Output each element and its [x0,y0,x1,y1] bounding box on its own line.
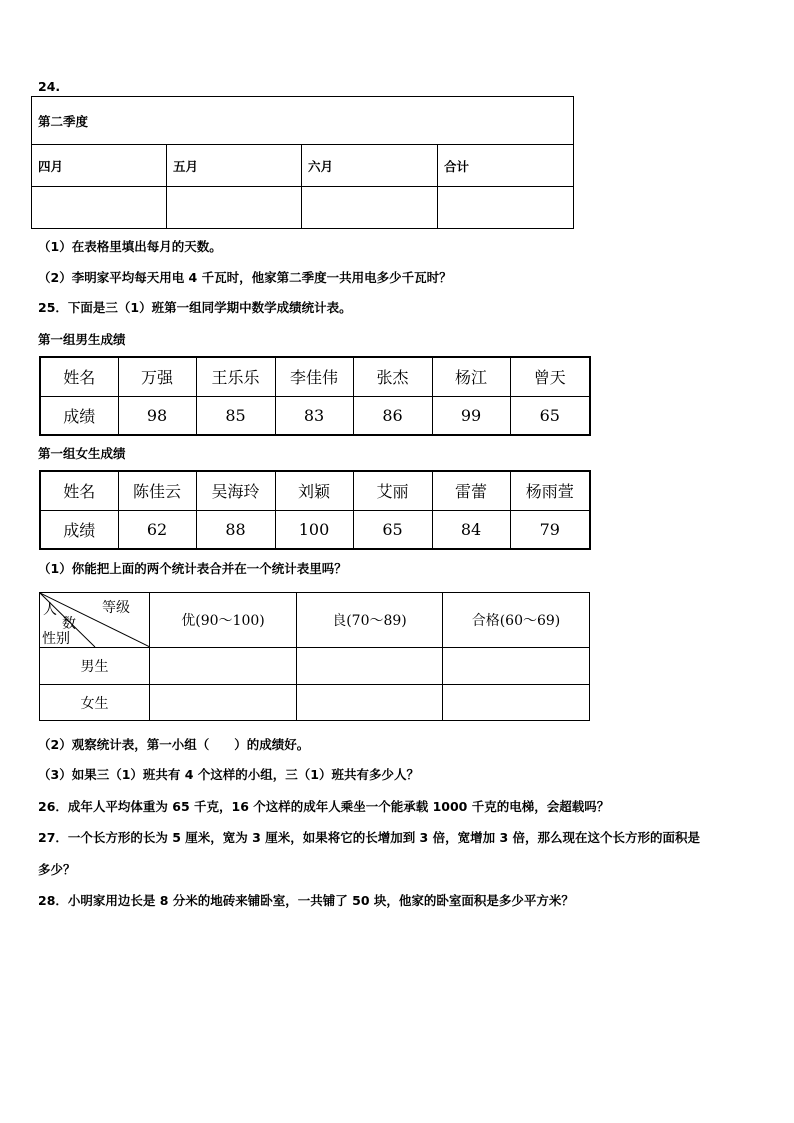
merge-table [39,592,590,721]
boys-name: 杨江 [432,357,510,396]
corner-count-label: 数 [62,616,76,632]
q24-sub2: （2）李明家平均每天用电 4 千瓦时，他家第二季度一共用电多少千瓦时？ [38,270,452,285]
q24-answer-total[interactable] [438,187,574,229]
boys-score-table [39,356,591,436]
boys-name: 王乐乐 [196,357,275,396]
boys-score: 85 [196,396,275,435]
q28-text: 28．小明家用边长是 8 分米的地砖来铺卧室，一共铺了 50 块，他家的卧室面积是多少平方米？ [38,893,574,908]
girls-name: 雷蕾 [432,471,510,510]
q25-sub1: （1）你能把上面的两个统计表合并在一个统计表里吗？ [38,561,347,576]
boys-score: 86 [353,396,432,435]
girls-name: 杨雨萱 [510,471,590,510]
q24-month-june: 六月 [302,145,438,187]
boys-score-label: 成绩 [40,396,118,435]
merge-table-corner [40,593,150,648]
answer-cell[interactable] [150,685,297,721]
answer-cell[interactable] [443,648,590,685]
grade-excellent: 优(90～100) [150,593,297,648]
girls-score: 62 [118,510,196,549]
q27-line2: 多少？ [38,862,76,877]
q24-answer-may[interactable] [167,187,302,229]
q24-total: 合计 [438,145,574,187]
girls-score: 79 [510,510,590,549]
answer-cell[interactable] [297,648,443,685]
boys-score: 83 [275,396,353,435]
girls-score: 88 [196,510,275,549]
boys-name: 万强 [118,357,196,396]
answer-cell[interactable] [297,685,443,721]
grade-pass: 合格(60～69) [443,593,590,648]
q27-line1: 27．一个长方形的长为 5 厘米，宽为 3 厘米，如果将它的长增加到 3 倍，宽增加 3 倍，那么现在这个长方形的面积是 [38,830,701,845]
corner-gender-label: 性别 [42,631,70,647]
q24-table [31,96,574,229]
girls-name: 艾丽 [353,471,432,510]
girls-table-title: 第一组女生成绩 [38,446,126,461]
q24-number: 24. [38,79,61,94]
answer-cell[interactable] [443,685,590,721]
corner-grade-label: 等级 [102,600,130,616]
boys-score: 65 [510,396,590,435]
boys-name: 曾天 [510,357,590,396]
answer-cell[interactable] [150,648,297,685]
q25-sub2: （2）观察统计表，第一小组（ ）的成绩好。 [38,737,310,752]
boys-name: 李佳伟 [275,357,353,396]
boys-name: 张杰 [353,357,432,396]
q24-sub1: （1）在表格里填出每月的天数。 [38,239,222,254]
girls-name: 吴海玲 [196,471,275,510]
grade-good: 良(70～89) [297,593,443,648]
q26-text: 26．成年人平均体重为 65 千克，16 个这样的成年人乘坐一个能承载 1000 千克的电梯，会超载吗？ [38,799,610,814]
q24-month-april: 四月 [32,145,167,187]
girls-score: 100 [275,510,353,549]
corner-people-label: 人 [43,602,57,618]
girls-score: 65 [353,510,432,549]
q24-answer-june[interactable] [302,187,438,229]
q25-sub3: （3）如果三（1）班共有 4 个这样的小组，三（1）班共有多少人？ [38,767,419,782]
row-boys: 男生 [40,648,150,685]
boys-score: 98 [118,396,196,435]
girls-name: 刘颖 [275,471,353,510]
row-girls: 女生 [40,685,150,721]
girls-score-label: 成绩 [40,510,118,549]
q24-answer-april[interactable] [32,187,167,229]
girls-name: 陈佳云 [118,471,196,510]
boys-score: 99 [432,396,510,435]
q25-stem: 25．下面是三（1）班第一组同学期中数学成绩统计表。 [38,300,352,315]
q24-table-header: 第二季度 [32,97,574,145]
girls-name-label: 姓名 [40,471,118,510]
boys-name-label: 姓名 [40,357,118,396]
girls-score-table [39,470,591,550]
boys-table-title: 第一组男生成绩 [38,332,126,347]
q24-month-may: 五月 [167,145,302,187]
girls-score: 84 [432,510,510,549]
